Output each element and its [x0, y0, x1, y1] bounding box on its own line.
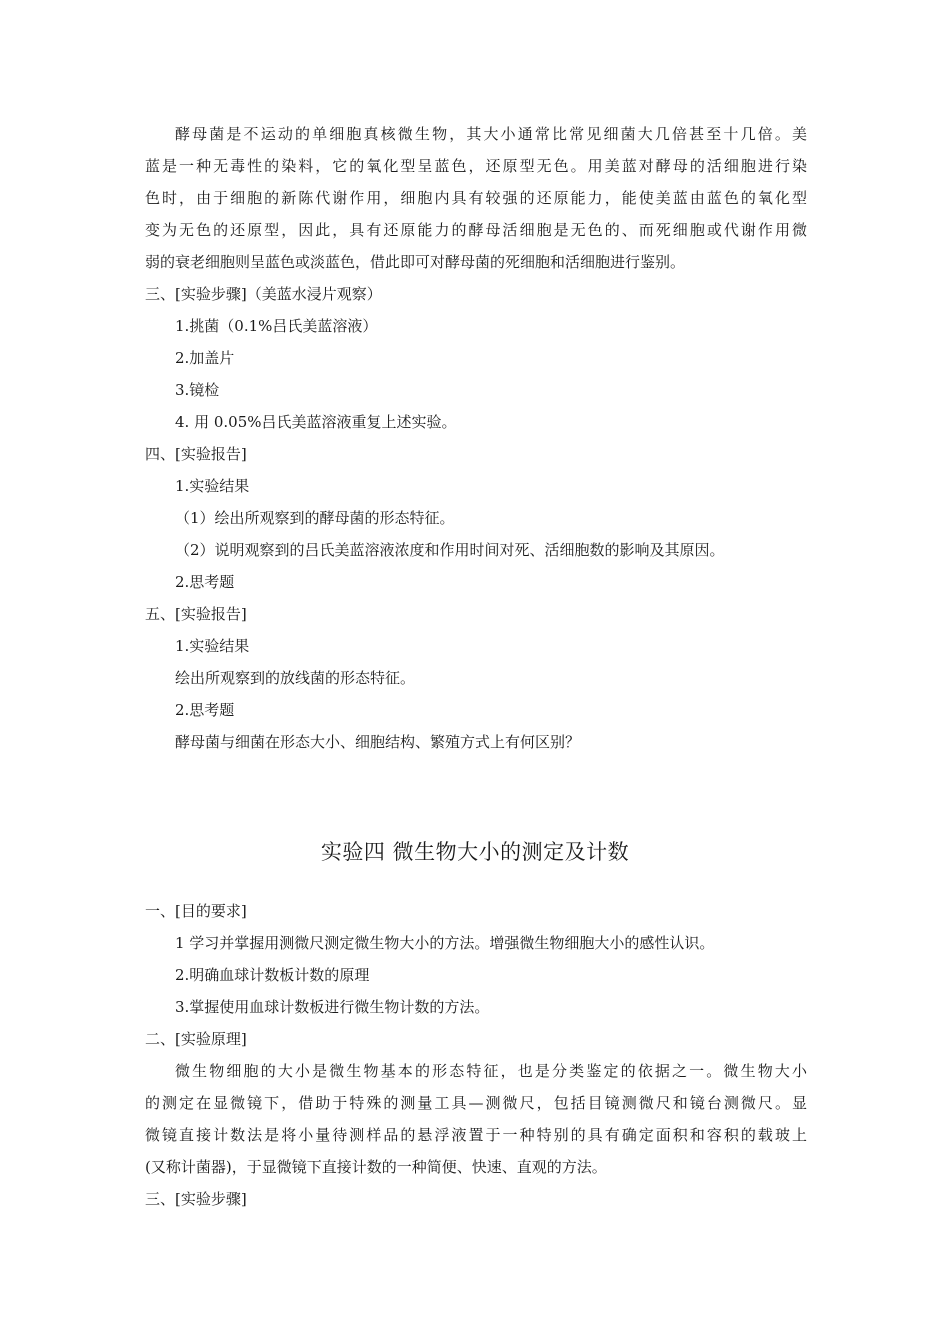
section-heading-steps-2: 三、[实验步骤]: [145, 1190, 247, 1208]
step-item: 1.挑菌（0.1%吕氏美蓝溶液）: [175, 317, 378, 335]
paragraph-line: 微生物细胞的大小是微生物基本的形态特征，也是分类鉴定的依据之一。微生物大小: [175, 1062, 807, 1080]
part1-content: [145, 118, 807, 758]
aim-item: 1 学习并掌握用测微尺测定微生物大小的方法。增强微生物细胞大小的感性认识。: [175, 934, 715, 952]
paragraph-line: 酵母菌是不运动的单细胞真核微生物，其大小通常比常见细菌大几倍甚至十几倍。美: [175, 125, 807, 143]
report-subitem: （1）绘出所观察到的酵母菌的形态特征。: [175, 509, 455, 527]
paragraph-line: 蓝是一种无毒性的染料，它的氧化型呈蓝色，还原型无色。用美蓝对酵母的活细胞进行染: [145, 157, 807, 175]
report-result: 1.实验结果: [175, 477, 250, 495]
aim-item: 2.明确血球计数板计数的原理: [175, 966, 370, 984]
paragraph-line: 变为无色的还原型，因此，具有还原能力的酵母活细胞是无色的、而死细胞或代谢作用微: [145, 221, 807, 239]
paragraph-line: 的测定在显微镜下，借助于特殊的测量工具—测微尺，包括目镜测微尺和镜台测微尺。显: [145, 1094, 807, 1112]
paragraph-line: 色时，由于细胞的新陈代谢作用，细胞内具有较强的还原能力，能使美蓝由蓝色的氧化型: [145, 189, 807, 207]
section-heading-report: 四、[实验报告]: [145, 445, 247, 463]
section-heading-aims: 一、[目的要求]: [145, 902, 247, 920]
section-heading-principle: 二、[实验原理]: [145, 1030, 247, 1048]
report-question-text: 酵母菌与细菌在形态大小、细胞结构、繁殖方式上有何区别？: [175, 733, 581, 751]
report-subitem: （2）说明观察到的吕氏美蓝溶液浓度和作用时间对死、活细胞数的影响及其原因。: [175, 541, 725, 559]
report-questions: 2.思考题: [175, 701, 235, 719]
paragraph-line: 微镜直接计数法是将小量待测样品的悬浮液置于一种特别的具有确定面积和容积的载玻上: [145, 1126, 807, 1144]
aim-item: 3.掌握使用血球计数板进行微生物计数的方法。: [175, 998, 490, 1016]
chapter-title: 实验四 微生物大小的测定及计数: [320, 840, 630, 864]
section-heading-report-2: 五、[实验报告]: [145, 605, 247, 623]
paragraph-line: 弱的衰老细胞则呈蓝色或淡蓝色，借此即可对酵母菌的死细胞和活细胞进行鉴别。: [145, 253, 686, 271]
paragraph-line: (又称计菌器)，于显微镜下直接计数的一种简便、快速、直观的方法。: [145, 1158, 607, 1176]
section-heading-steps: 三、[实验步骤]（美蓝水浸片观察）: [145, 285, 382, 303]
report-questions: 2.思考题: [175, 573, 235, 591]
step-item: 4. 用 0.05%吕氏美蓝溶液重复上述实验。: [175, 413, 457, 431]
step-item: 2.加盖片: [175, 349, 235, 367]
report-result-text: 绘出所观察到的放线菌的形态特征。: [175, 669, 416, 687]
report-result: 1.实验结果: [175, 637, 250, 655]
part2-content: [145, 895, 807, 1215]
step-item: 3.镜检: [175, 381, 220, 399]
